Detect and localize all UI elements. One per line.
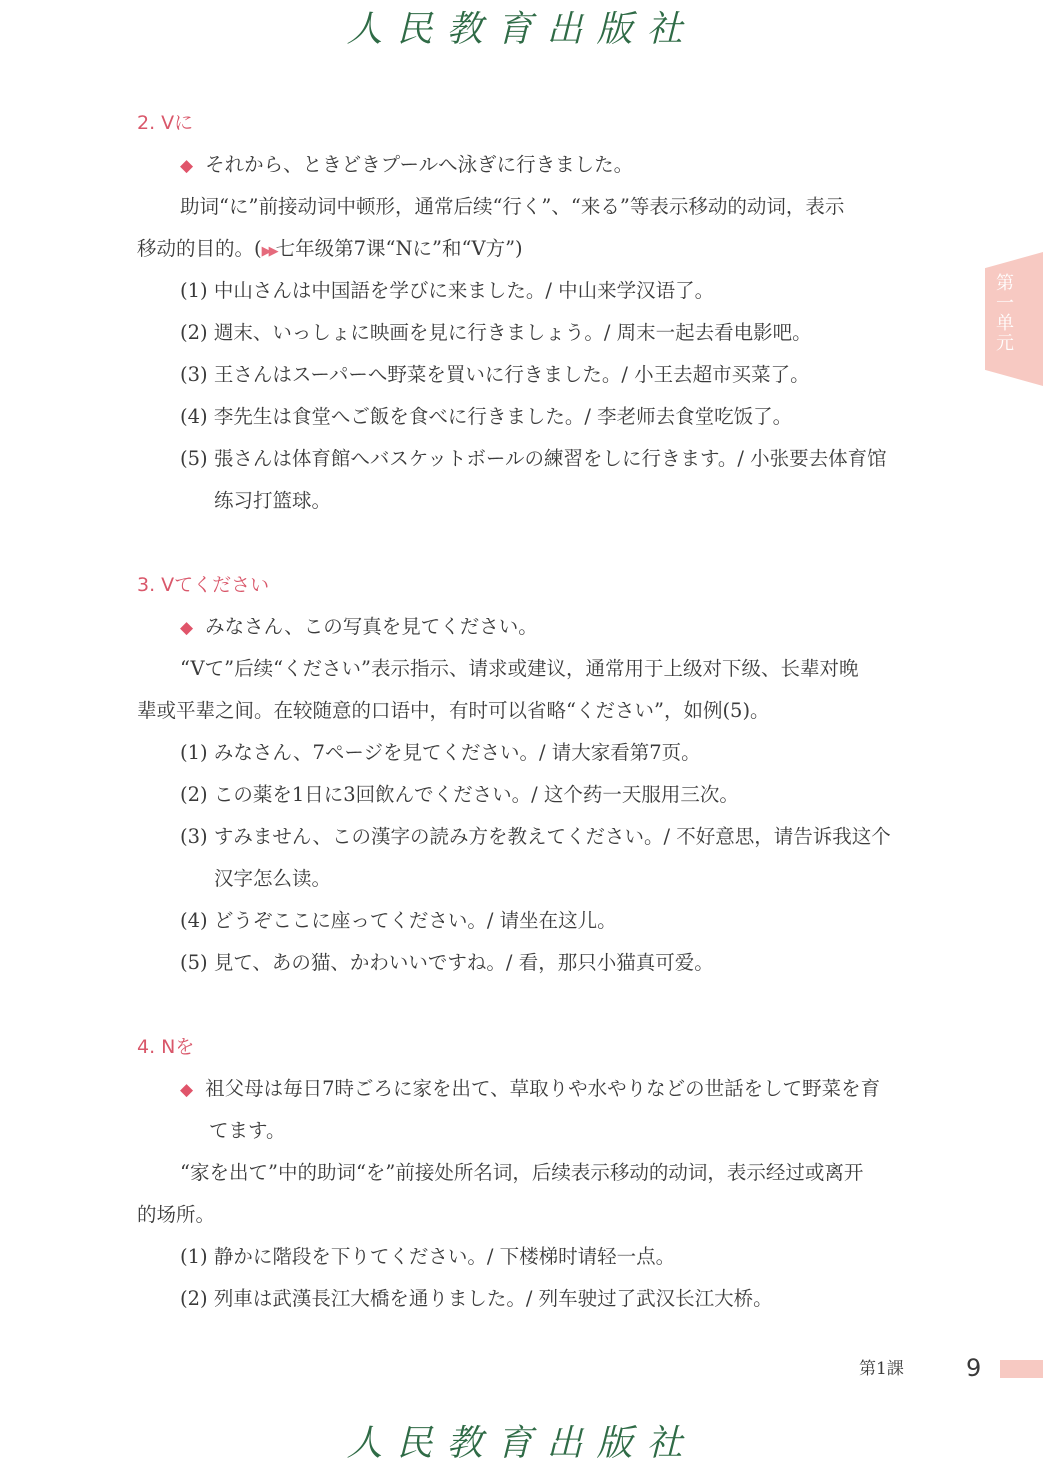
example-sentence (180, 150, 633, 181)
example-item: (5) 見て、あの猫、かわいいですね。/ 看，那只小猫真可爱。 (180, 951, 714, 974)
example-item: (3) すみません、この漢字の読み方を教えてください。/ 不好意思，请告诉我这个 (180, 825, 891, 848)
explanation-text: 移动的目的。( (137, 237, 262, 260)
page-number: 9 (966, 1354, 982, 1382)
explanation-line (137, 234, 523, 267)
diamond-bullet-icon: ◆ (180, 1080, 194, 1100)
example-text: 祖父母は毎日7時ごろに家を出て、草取りや水やりなどの世話をして野菜を育 (205, 1077, 881, 1100)
example-item: (4) どうぞここに座ってください。/ 请坐在这儿。 (180, 909, 617, 932)
publisher-logo-bottom: 人民教育出版社 (346, 1423, 697, 1464)
section-heading: 4. Nを (137, 1036, 195, 1058)
section-heading: 3. Vてください (137, 574, 270, 596)
example-item: (3) 王さんはスーパーへ野菜を買いに行きました。/ 小王去超市买菜了。 (180, 363, 810, 386)
example-item: (5) 張さんは体育館へバスケットボールの練習をしに行きます。/ 小张要去体育馆 (180, 447, 887, 470)
explanation-line: “Vて”后续“ください”表示指示、请求或建议，通常用于上级对下级、长辈对晚 (180, 657, 859, 680)
example-item: (2) 週末、いっしょに映画を見に行きましょう。/ 周末一起去看电影吧。 (180, 321, 812, 344)
explanation-line: 辈或平辈之间。在较随意的口语中，有时可以省略“ください”，如例(5)。 (137, 699, 770, 722)
diamond-bullet-icon: ◆ (180, 618, 194, 638)
double-arrow-icon: ▶▶ (261, 244, 276, 259)
example-item: (1) みなさん、7ページを見てください。/ 请大家看第7页。 (180, 741, 701, 764)
explanation-line: “家を出て”中的助词“を”前接处所名词，后续表示移动的动词，表示经过或离开 (180, 1161, 864, 1184)
example-item: (4) 李先生は食堂へご飯を食べに行きました。/ 李老师去食堂吃饭了。 (180, 405, 793, 428)
explanation-line: 助词“に”前接动词中顿形，通常后续“行く”、“来る”等表示移动的动词，表示 (180, 195, 845, 218)
footer-accent-bar (1000, 1360, 1043, 1378)
example-item-continued: 汉字怎么读。 (214, 867, 332, 890)
section-heading: 2. Vに (137, 112, 194, 134)
example-sentence-continued: てます。 (209, 1119, 286, 1142)
example-text: みなさん、この写真を見てください。 (205, 615, 538, 638)
example-text: それから、ときどきプールへ泳ぎに行きました。 (205, 153, 634, 176)
example-sentence (180, 612, 538, 643)
example-item: (1) 中山さんは中国語を学びに来ました。/ 中山来学汉语了。 (180, 279, 715, 302)
diamond-bullet-icon: ◆ (180, 156, 194, 176)
example-item-continued: 练习打篮球。 (214, 489, 332, 512)
example-sentence (180, 1074, 880, 1105)
example-item: (1) 静かに階段を下りてください。/ 下楼梯时请轻一点。 (180, 1245, 676, 1268)
publisher-logo-top: 人民教育出版社 (346, 9, 697, 50)
example-item: (2) 列車は武漢長江大橋を通りました。/ 列车驶过了武汉长江大桥。 (180, 1287, 773, 1310)
explanation-text: 七年级第7课“Nに”和“V方”) (275, 237, 523, 260)
example-item: (2) この薬を1日に3回飲んでください。/ 这个药一天服用三次。 (180, 783, 739, 806)
explanation-line: 的场所。 (137, 1203, 216, 1226)
side-tab-label: 第一单元 (996, 273, 1014, 354)
footer-lesson: 第1課 (859, 1359, 904, 1379)
